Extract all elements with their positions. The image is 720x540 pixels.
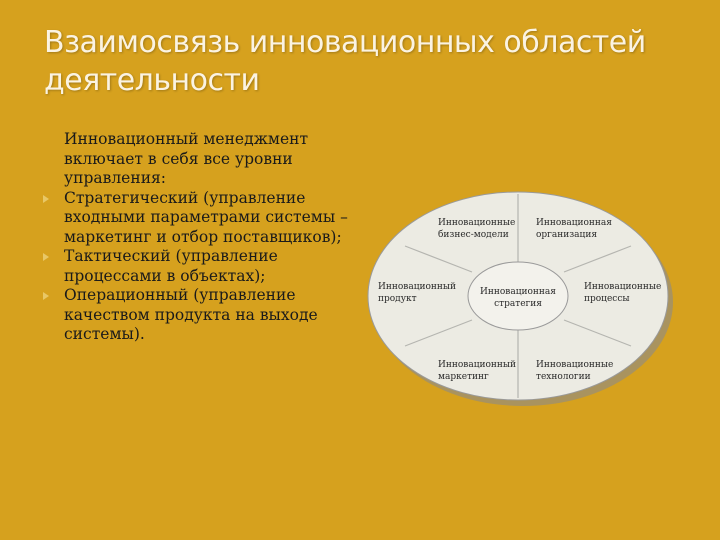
bullet-item xyxy=(40,189,370,248)
label-organization-1: Инновационная xyxy=(536,218,612,228)
label-processes-2: процессы xyxy=(584,294,630,304)
label-technologies-1: Инновационные xyxy=(536,360,614,370)
bullet-arrow-icon xyxy=(43,195,49,203)
innovation-diagram xyxy=(360,188,680,410)
label-business-models-1: Инновационные xyxy=(438,218,516,228)
label-strategy-2: стратегия xyxy=(494,299,542,309)
bullet-arrow-icon xyxy=(43,292,49,300)
text-block xyxy=(40,130,370,345)
label-product-1: Инновационный xyxy=(378,282,457,292)
bullet-arrow-icon xyxy=(43,253,49,261)
label-marketing-1: Инновационный xyxy=(438,360,517,370)
label-processes-1: Инновационные xyxy=(584,282,662,292)
title-line-1: Взаимосвязь инновационных областей xyxy=(44,25,646,60)
intro-paragraph: Инновационный менеджмент включает в себя все уровни управления: xyxy=(64,130,309,187)
label-marketing-2: маркетинг xyxy=(438,372,489,382)
title-line-2: деятельности xyxy=(44,63,260,98)
bullet-list xyxy=(40,189,370,345)
label-technologies-2: технологии xyxy=(536,372,591,382)
bullet-text: Стратегический (управление входными параметрами системы – маркетинг и отбор поставщиков); xyxy=(64,188,348,246)
bullet-item xyxy=(40,247,370,286)
label-product-2: продукт xyxy=(378,294,417,304)
label-business-models-2: бизнес-модели xyxy=(438,230,509,240)
bullet-text: Операционный (управление качеством продукта на выходе системы). xyxy=(64,286,318,343)
bullet-text: Тактический (управление процессами в объектах); xyxy=(64,247,278,285)
label-organization-2: организация xyxy=(536,230,597,240)
diagram-svg xyxy=(360,188,680,410)
slide-title xyxy=(44,24,684,100)
label-strategy-1: Инновационная xyxy=(480,287,556,297)
bullet-item xyxy=(40,286,370,345)
